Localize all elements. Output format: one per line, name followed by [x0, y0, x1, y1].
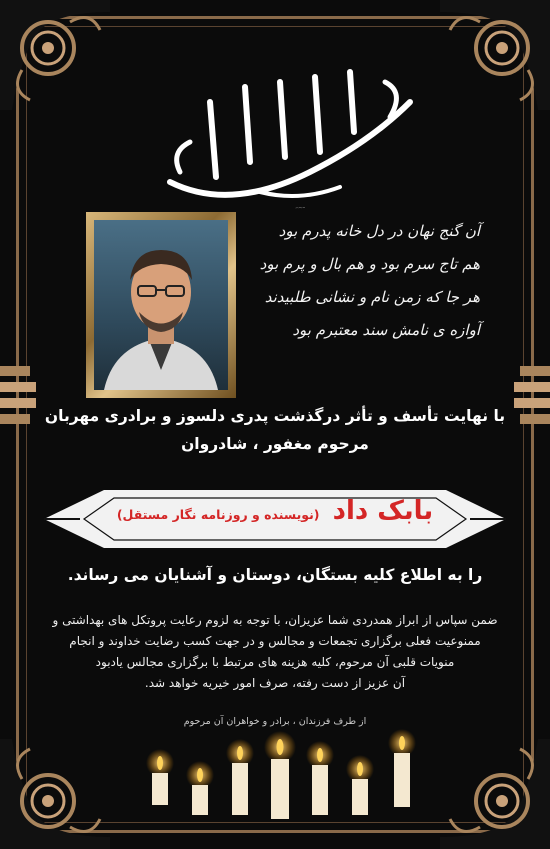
ornament-corner-top-left: [0, 0, 110, 110]
poem: [250, 215, 480, 347]
candle-icon: [226, 739, 254, 815]
headline: [30, 402, 520, 458]
announcement: را به اطلاع کلیه بستگان، دوستان و آشنایان می رساند.: [67, 566, 483, 584]
headline-line-1: با نهایت تأسف و تأثر درگذشت پدری دلسوز و برادری مهربان: [44, 407, 506, 425]
candle-icon: [264, 731, 296, 819]
candle-icon: [388, 729, 416, 807]
candle-icon: [306, 741, 334, 815]
ornament-corner-top-right: [440, 0, 550, 110]
poem-line: هم تاج سرم بود و هم بال و پرم بود: [259, 255, 480, 273]
portrait-photo: [94, 220, 228, 390]
body-line: ضمن سپاس از ابراز همدردی شما عزیزان، با توجه به لزوم رعایت پروتکل های بهداشتی و: [52, 613, 498, 627]
calligraphy-text: انا لله و انا الیه راجعون: [295, 208, 305, 209]
ornament-corner-bottom-right: [440, 739, 550, 849]
deceased-name: بابک داد: [332, 496, 434, 526]
candles: [140, 725, 430, 825]
candle-icon: [346, 755, 374, 815]
banner-title: [0, 496, 550, 526]
headline-line-2: مرحوم مغفور ، شادروان: [181, 435, 369, 453]
body-line: آن عزیز از دست رفته، صرف امور خیریه خواهد شد.: [144, 676, 406, 690]
body-text: [30, 610, 520, 694]
ornament-corner-bottom-left: [0, 739, 110, 849]
deceased-role: (نویسنده و روزنامه نگار مستقل): [116, 507, 320, 522]
candle-icon: [186, 761, 214, 815]
portrait-frame: [86, 212, 236, 398]
poem-line: آن گنج نهان در دل خانه پدرم بود: [278, 222, 480, 240]
body-line: منویات قلبی آن مرحوم، کلیه هزینه های مرتبط با برگزاری مجالس یادبود: [95, 655, 455, 669]
calligraphy-title: [150, 62, 450, 212]
portrait-figure: [94, 220, 228, 390]
poem-line: هر جا که زمن نام و نشانی طلبیدند: [264, 288, 480, 306]
poem-line: آوازه ی نامش سند معتبرم بود: [292, 321, 480, 339]
body-line: ممنوعیت فعلی برگزاری تجمعات و مجالس و در جهت کسب رضایت خداوند و انجام: [69, 634, 481, 648]
signature: از طرف فرزندان ، برادر و خواهران آن مرحوم: [183, 716, 367, 727]
candle-icon: [146, 749, 174, 805]
